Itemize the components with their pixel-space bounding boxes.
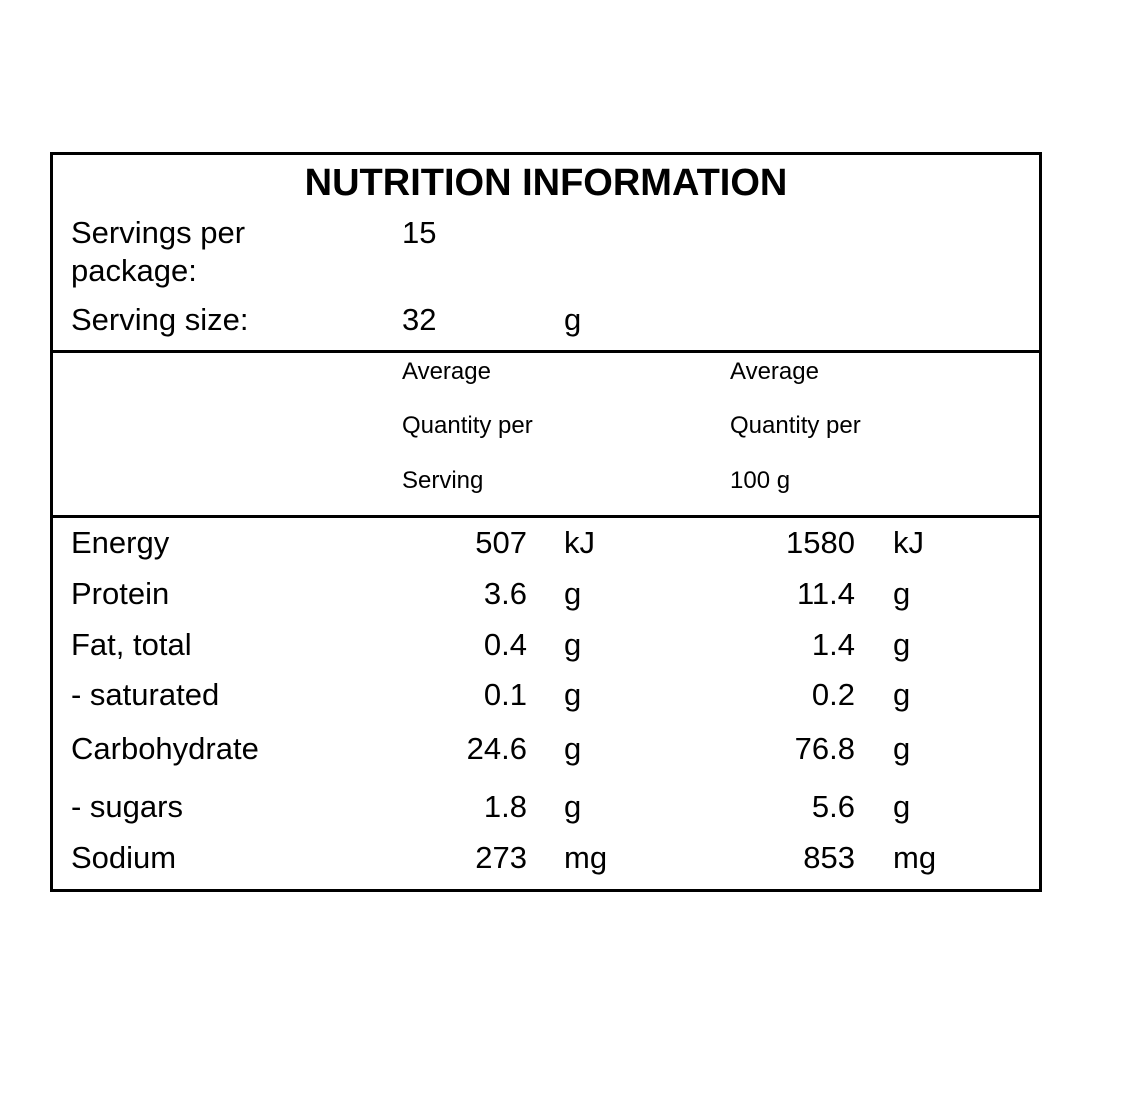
per100-unit: mg — [893, 840, 937, 875]
per100-value: 1580 — [786, 525, 855, 560]
serving-value: 0.1 — [483, 677, 527, 712]
serving-unit: g — [564, 677, 582, 712]
per100-value: 1.4 — [811, 627, 855, 662]
table-divider — [53, 515, 1039, 518]
per100-unit: kJ — [893, 525, 924, 560]
nutrient-name: Protein — [71, 576, 170, 611]
serving-unit: g — [564, 789, 582, 824]
nutrient-name: Sodium — [71, 840, 177, 875]
serving-value: 3.6 — [483, 576, 527, 611]
serving-value: 1.8 — [483, 789, 527, 824]
header-100g-line1: Average — [730, 358, 819, 385]
serving-unit: g — [564, 627, 582, 662]
header-serving-line3: Serving — [402, 467, 484, 494]
serving-size-label: Serving size: — [71, 302, 249, 337]
panel-title: NUTRITION INFORMATION — [304, 162, 788, 204]
header-100g-line2: Quantity per — [730, 412, 861, 439]
serving-value: 273 — [475, 840, 527, 875]
per100-unit: g — [893, 731, 911, 766]
serving-unit: g — [564, 731, 582, 766]
per100-unit: g — [893, 627, 911, 662]
servings-label-line2: package: — [71, 253, 197, 288]
nutrition-panel — [50, 152, 1042, 892]
servings-label-line1: Servings per — [71, 215, 246, 250]
per100-value: 5.6 — [811, 789, 855, 824]
serving-unit: kJ — [564, 525, 595, 560]
nutrient-name: Energy — [71, 525, 170, 560]
serving-value: 0.4 — [483, 627, 527, 662]
nutrient-name: - saturated — [71, 677, 220, 712]
header-serving-line2: Quantity per — [402, 412, 533, 439]
header-serving-line1: Average — [402, 358, 491, 385]
per100-unit: g — [893, 677, 911, 712]
per100-value: 853 — [803, 840, 855, 875]
servings-value: 15 — [402, 215, 437, 250]
per100-unit: g — [893, 576, 911, 611]
serving-unit: g — [564, 576, 582, 611]
per100-value: 0.2 — [811, 677, 855, 712]
per100-unit: g — [893, 789, 911, 824]
serving-unit: mg — [564, 840, 608, 875]
serving-size-value: 32 — [402, 302, 437, 337]
header-100g-line3: 100 g — [730, 467, 791, 494]
nutrient-name: Fat, total — [71, 627, 192, 662]
header-divider — [53, 350, 1039, 353]
per100-value: 11.4 — [796, 576, 855, 611]
nutrient-name: - sugars — [71, 789, 183, 824]
serving-value: 24.6 — [466, 731, 527, 766]
serving-value: 507 — [475, 525, 527, 560]
serving-size-unit: g — [564, 302, 582, 337]
per100-value: 76.8 — [794, 731, 855, 766]
nutrient-name: Carbohydrate — [71, 731, 259, 766]
